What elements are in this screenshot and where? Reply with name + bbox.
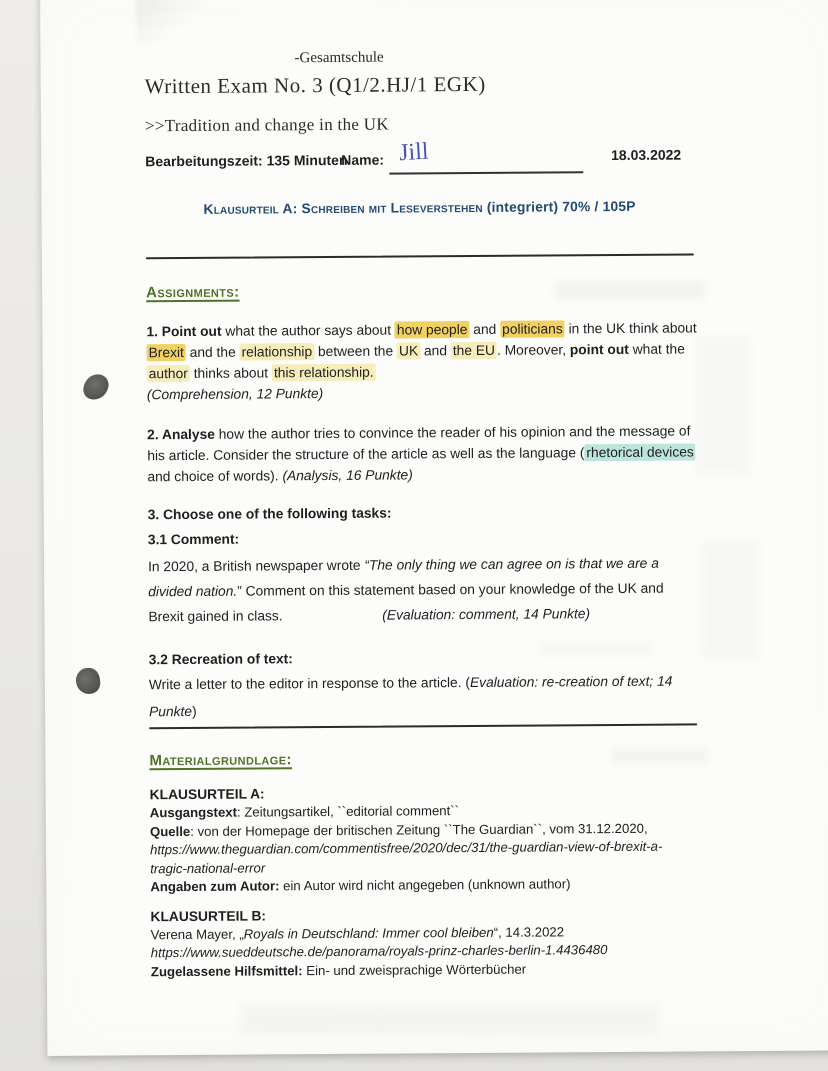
text-run: 2. Analyse: [147, 426, 215, 443]
task-3-intro: 3. Choose one of the following tasks:: [147, 505, 392, 523]
text-run: [283, 608, 383, 624]
text-run: (Comprehension, 12 Punkte): [146, 386, 324, 403]
task-3-1-body: [148, 550, 697, 629]
text-run: UK: [397, 342, 420, 359]
text-run: and: [469, 321, 501, 338]
text-run: what the author says about: [221, 322, 395, 339]
text-run: (Evaluation: comment, 14 Punkte): [382, 606, 591, 623]
text-run: Brexit: [147, 344, 186, 361]
text-run: relationship: [239, 343, 314, 361]
text-run: how people: [395, 321, 470, 339]
text-run: how the author tries to convince the reader of his opinion and the message of: [214, 423, 691, 442]
task-1-paragraph: [146, 317, 695, 405]
task-3-2-heading: 3.2 Recreation of text:: [148, 651, 293, 668]
text-run: In 2020, a British newspaper wrote: [148, 557, 365, 575]
exam-date: 18.03.2022: [611, 146, 682, 164]
text-run: Royals in Deutschland: Immer cool bleiben: [243, 924, 494, 942]
text-line: [146, 338, 694, 363]
text-run: and the: [185, 344, 240, 360]
school-name-suffix: -Gesamtschule: [294, 49, 384, 67]
text-run: Evaluation: re-creation of text; 14: [469, 673, 673, 691]
name-underline: [389, 171, 583, 174]
text-run: “, 14.3.2022: [493, 923, 565, 940]
paper-sheet: [40, 0, 828, 1056]
text-run: (integriert) 70% / 105P: [486, 198, 636, 215]
material-b-title: KLAUSURTEIL B:: [150, 907, 267, 924]
part-a-banner: [145, 195, 693, 220]
text-run: “The only thing we can agree on is that we are a: [364, 555, 659, 573]
text-line: [147, 380, 695, 405]
text-run: . Moreover,: [496, 342, 570, 358]
text-run: the EU: [451, 342, 497, 359]
working-time-label: Bearbeitungszeit: 135 Minuten: [145, 151, 348, 170]
text-run: Angaben zum Autor:: [150, 878, 280, 895]
text-line: [149, 694, 697, 725]
text-run: and: [420, 343, 451, 359]
text-line: [145, 195, 693, 220]
text-run: tragic-national-error: [150, 859, 266, 876]
text-run: : von der Homepage der britischen Zeitung ``The Guardian``, vom 31.12.2020,: [190, 820, 648, 839]
text-run: : Zeitungsartikel, ``editorial comment``: [236, 803, 460, 820]
text-run: Ausgangstext: [149, 804, 238, 821]
text-run: between the: [314, 343, 397, 360]
text-line: [148, 600, 696, 629]
text-run: divided nation.: [148, 583, 238, 600]
text-run: point out: [569, 341, 629, 358]
text-run: in the UK think about: [564, 320, 697, 337]
task-2-paragraph: [147, 420, 695, 487]
text-run: what the: [628, 341, 685, 357]
text-run: ): [191, 703, 197, 719]
text-run: Ein- und zweisprachige Wörterbücher: [302, 961, 527, 978]
text-line: [148, 550, 696, 579]
text-run: Quelle: [149, 823, 191, 839]
text-line: [147, 441, 695, 466]
text-run: Verena Mayer, „: [150, 926, 244, 942]
text-run: ” Comment on this statement based on your knowledge of the UK and: [237, 580, 664, 599]
exam-meta-row: [145, 138, 693, 177]
text-run: his article. Consider the structure of the article as well as the language (: [147, 445, 585, 464]
text-run: and choice of words).: [147, 468, 283, 485]
content-column: [144, 0, 699, 981]
text-run: 1. Point out: [146, 323, 222, 340]
exam-topic: >>Tradition and change in the UK: [144, 114, 389, 136]
materials-heading: Materialgrundlage:: [149, 751, 292, 770]
text-run: https://www.theguardian.com/commentisfree/2020/dec/31/the-guardian-view-of-brexit-a-: [149, 838, 663, 858]
text-line: [150, 837, 698, 859]
material-a-details: [150, 800, 699, 896]
text-line: [148, 575, 696, 604]
material-b-details: [151, 922, 699, 981]
text-run: Klausurteil A: Schreiben mit Leseverstehen: [203, 199, 487, 217]
text-run: Zugelassene Hilfsmittel:: [150, 962, 303, 979]
assignments-heading: Assignments:: [146, 283, 240, 302]
name-label: Name:: [341, 151, 385, 168]
text-run: politicians: [500, 320, 565, 337]
text-line: [147, 462, 695, 487]
text-line: [151, 959, 699, 981]
task-3-1-heading: 3.1 Comment:: [147, 531, 240, 548]
text-run: (Analysis, 16 Punkte): [282, 467, 413, 484]
section-divider-top: [146, 253, 694, 259]
text-run: Brexit gained in class.: [148, 608, 283, 625]
text-run: ein Autor wird nicht angegeben (unknown author): [279, 876, 571, 894]
text-run: https://www.sueddeutsche.de/panorama/royals-prinz-charles-berlin-1.4436480: [150, 942, 608, 961]
material-a-title: KLAUSURTEIL A:: [149, 786, 265, 803]
text-run: author: [147, 365, 190, 382]
text-run: Punkte: [149, 703, 193, 720]
text-line: [149, 667, 697, 698]
text-run: rhetorical devices: [584, 443, 695, 461]
student-name-handwritten: Jill: [398, 138, 430, 167]
text-run: thinks about: [189, 365, 272, 381]
exam-title: Written Exam No. 3 (Q1/2.HJ/1 EGK): [144, 71, 486, 99]
text-run: Write a letter to the editor in response to the article. (: [148, 675, 470, 693]
text-line: [150, 874, 698, 896]
task-3-2-body: [149, 667, 697, 725]
text-run: this relationship.: [272, 364, 376, 382]
